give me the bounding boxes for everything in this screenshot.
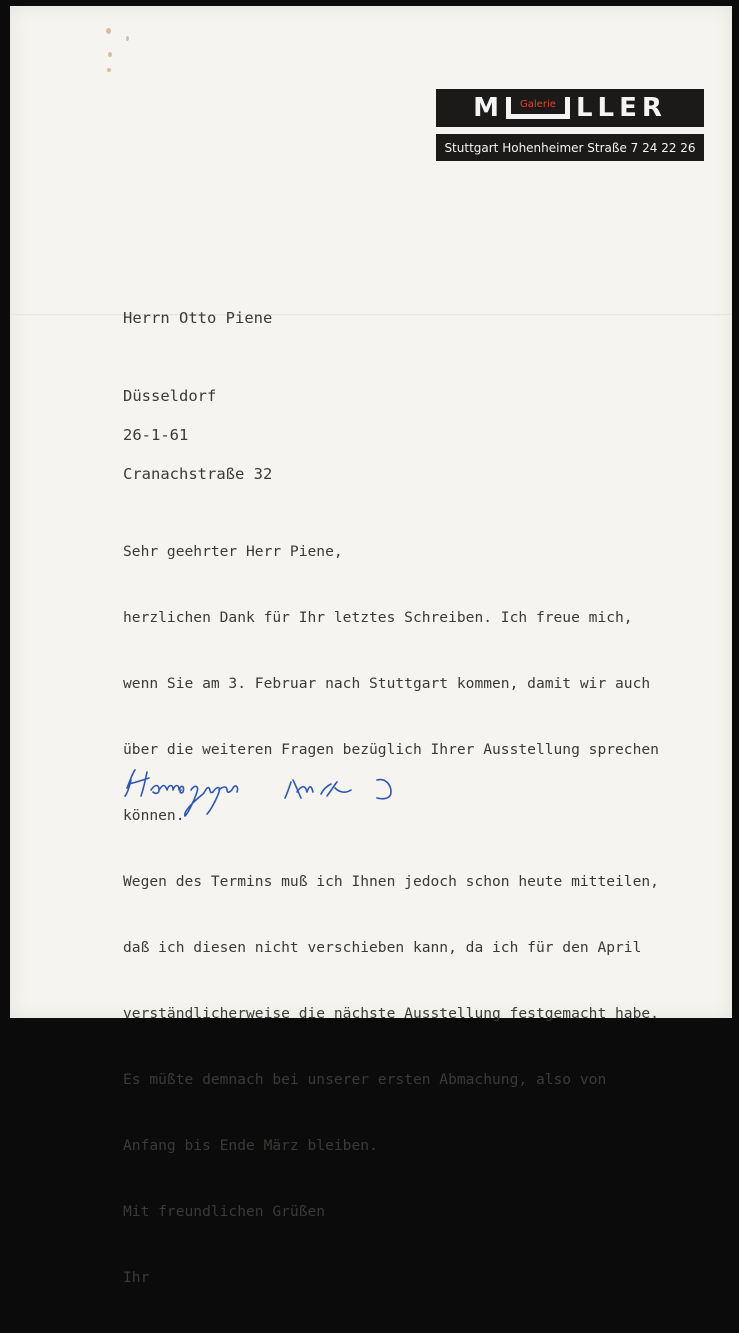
letter-body: [123, 497, 659, 1333]
body-line: herzlichen Dank für Ihr letztes Schreiben. Ich freue mich,: [123, 609, 633, 626]
logo-u-shape: [506, 97, 570, 119]
paper-fold: [10, 314, 732, 316]
closing-line: Ihr: [123, 1269, 150, 1286]
body-line: Wegen des Termins muß ich Ihnen jedoch schon heute mitteilen,: [123, 873, 659, 890]
letterhead-address: Stuttgart Hohenheimer Straße 7 24 22 26: [436, 134, 704, 161]
logo-wordmark: [436, 89, 704, 127]
recipient-street: Cranachstraße 32: [123, 465, 273, 483]
body-line: Sehr geehrter Herr Piene,: [123, 543, 343, 560]
rust-stain: [107, 68, 111, 72]
gallery-logo: [436, 89, 704, 127]
rust-stain: [106, 28, 111, 34]
logo-letter-m: M: [473, 93, 504, 123]
handwritten-signature: [123, 758, 413, 818]
body-line: verständlicherweise die nächste Ausstellung festgemacht habe.: [123, 1005, 659, 1022]
body-line: können.: [123, 807, 185, 824]
logo-galerie-label: Galerie: [520, 99, 556, 110]
letter-date: 26-1-61: [123, 426, 189, 444]
body-line: über die weiteren Fragen bezüglich Ihrer Ausstellung sprechen: [123, 741, 659, 758]
body-line: Anfang bis Ende März bleiben.: [123, 1137, 378, 1154]
rust-stain: [108, 52, 112, 57]
body-line: daß ich diesen nicht verschieben kann, da ich für den April: [123, 939, 642, 956]
body-line: wenn Sie am 3. Februar nach Stuttgart kommen, damit wir auch: [123, 675, 651, 692]
rust-stain: [126, 36, 129, 41]
recipient-name: Herrn Otto Piene: [123, 309, 273, 327]
letter-sheet: [10, 6, 732, 1286]
closing-line: Mit freundlichen Grüßen: [123, 1203, 326, 1220]
recipient-city: Düsseldorf: [123, 387, 217, 405]
logo-letters-ller: LLER: [575, 93, 667, 123]
body-line: Es müßte demnach bei unserer ersten Abmachung, also von: [123, 1071, 607, 1088]
